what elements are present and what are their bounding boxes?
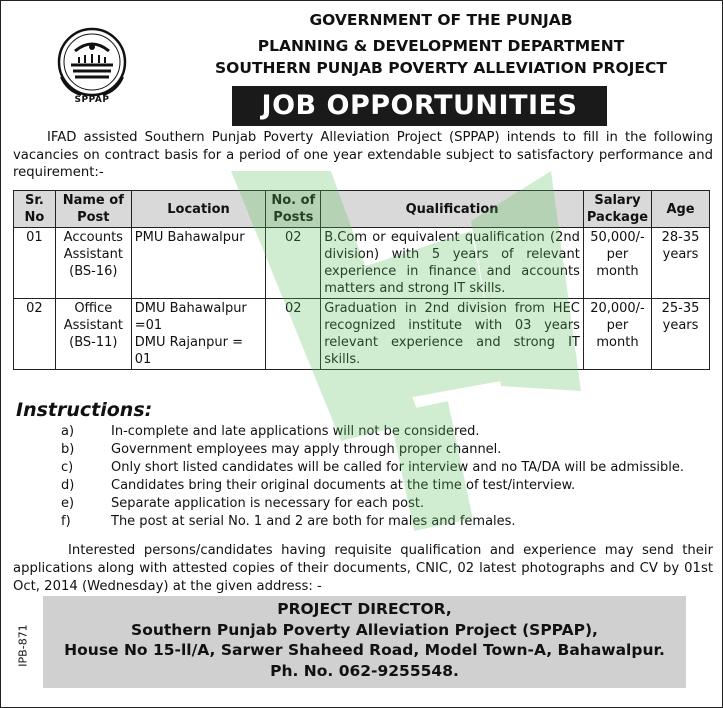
column-header: Age <box>652 191 710 228</box>
location-line: DMU Bahawalpur =01 <box>134 301 247 333</box>
item-text: Separate application is necessary for each post. <box>111 496 425 511</box>
item-letter: e) <box>61 496 75 511</box>
job-opportunities-banner: JOB OPPORTUNITIES <box>232 86 607 126</box>
address-line: PROJECT DIRECTOR, <box>277 600 452 618</box>
post-cell: Accounts Assistant (BS-16) <box>55 228 131 299</box>
item-letter: b) <box>61 442 75 457</box>
list-item <box>61 441 711 459</box>
table-header-row <box>14 191 710 228</box>
list-item <box>61 477 711 495</box>
list-item <box>61 513 711 531</box>
item-text: Candidates bring their original documents at the time of test/interview. <box>111 478 576 493</box>
item-text: In-complete and late applications will not be considered. <box>111 424 480 439</box>
item-text: The post at serial No. 1 and 2 are both for males and females. <box>111 514 516 529</box>
address-line: Ph. No. 062-9255548. <box>270 661 459 680</box>
column-header: Qualification <box>321 191 584 228</box>
salary-cell: 50,000/- per month <box>583 228 651 299</box>
location-line: DMU Rajanpur = 01 <box>134 335 244 367</box>
age-cell: 28-35 years <box>652 228 710 299</box>
instructions-list <box>61 423 711 531</box>
department-heading: PLANNING & DEVELOPMENT DEPARTMENT <box>257 37 625 55</box>
salary-cell: 20,000/- per month <box>583 299 651 370</box>
location-cell <box>131 299 266 370</box>
column-header: Salary Package <box>583 191 651 228</box>
item-letter: d) <box>61 478 75 493</box>
address-line: House No 15-ll/A, Sarwer Shaheed Road, Model Town-A, Bahawalpur. <box>64 641 665 659</box>
table-row <box>14 299 710 370</box>
serial-cell: 02 <box>14 299 56 370</box>
instructions-title: Instructions: <box>16 399 153 421</box>
age-cell: 25-35 years <box>652 299 710 370</box>
intro-paragraph: IFAD assisted Southern Punjab Poverty Alleviation Project (SPPAP) intends to fill in the following vacancies on contract basis for a period of one year extendable subject to satisfactory performance and requirement:- <box>13 130 713 180</box>
item-letter: a) <box>61 424 75 439</box>
government-heading: GOVERNMENT OF THE PUNJAB <box>309 11 573 29</box>
punjab-government-logo <box>53 25 131 103</box>
item-letter: c) <box>61 460 74 475</box>
project-heading: SOUTHERN PUNJAB POVERTY ALLEVIATION PROJECT <box>215 59 667 77</box>
item-text: Only short listed candidates will be called for interview and no TA/DA will be admissible. <box>111 460 684 475</box>
serial-cell: 01 <box>14 228 56 299</box>
item-text: Government employees may apply through proper channel. <box>111 442 502 457</box>
column-header: Name of Post <box>55 191 131 228</box>
location-cell: PMU Bahawalpur <box>131 228 266 299</box>
column-header: Location <box>131 191 266 228</box>
address-line: Southern Punjab Poverty Alleviation Project (SPPAP), <box>131 620 598 639</box>
logo-caption: SPPAP <box>74 95 110 105</box>
closing-paragraph: Interested persons/candidates having requisite qualification and experience may send their applications along with attested copies of their documents, CNIC, 02 latest photographs and CV by 01st Oct, 2014 (Wednesday) at the given address: - <box>13 543 713 594</box>
qualification-cell: Graduation in 2nd division from HEC recognized institute with 03 years relevant experience and strong IT skills. <box>321 299 584 370</box>
table-row <box>14 228 710 299</box>
post-cell: Office Assistant (BS-11) <box>55 299 131 370</box>
list-item <box>61 495 711 513</box>
column-header: Sr. No <box>14 191 56 228</box>
list-item <box>61 423 711 441</box>
address-box <box>43 596 686 688</box>
posts-count-cell: 02 <box>266 228 321 299</box>
list-item <box>61 459 711 477</box>
item-letter: f) <box>61 514 71 529</box>
qualification-cell: B.Com or equivalent qualification (2nd division) with 5 years of relevant experience in finance and accounts matters and strong IT skills. <box>321 228 584 299</box>
ipb-code: IPB-871 <box>16 624 30 667</box>
vacancies-table <box>13 190 710 370</box>
column-header: No. of Posts <box>266 191 321 228</box>
posts-count-cell: 02 <box>266 299 321 370</box>
